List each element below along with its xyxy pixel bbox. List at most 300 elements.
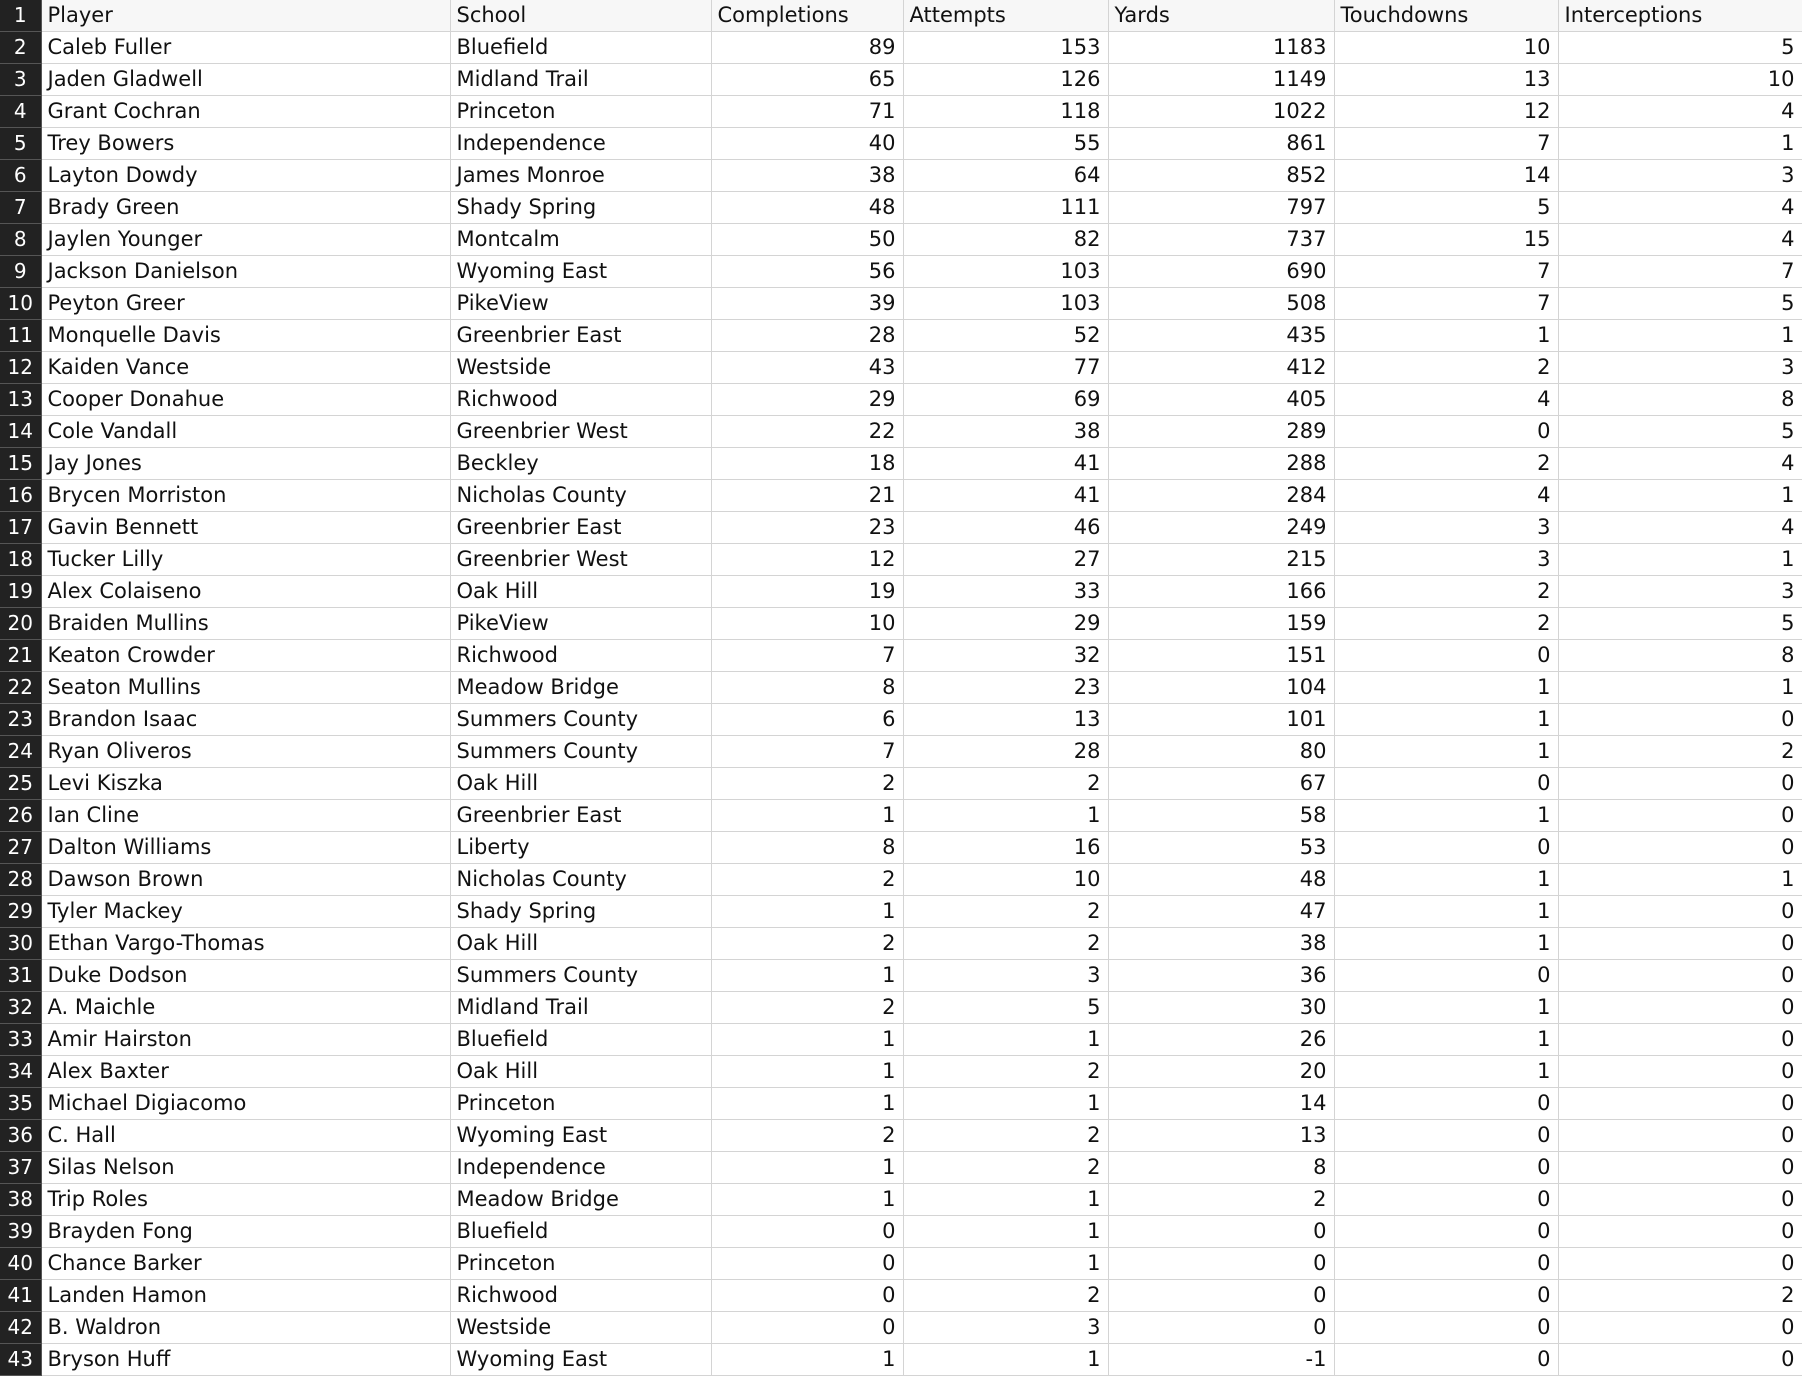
cell-attempts[interactable]: 52 — [903, 320, 1108, 352]
cell-touchdowns[interactable]: 0 — [1334, 1216, 1558, 1248]
cell-attempts[interactable]: 1 — [903, 1344, 1108, 1376]
cell-completions[interactable]: 1 — [711, 896, 903, 928]
cell-attempts[interactable]: 111 — [903, 192, 1108, 224]
cell-school[interactable]: Richwood — [450, 1280, 711, 1312]
cell-attempts[interactable]: 10 — [903, 864, 1108, 896]
cell-interceptions[interactable]: 0 — [1558, 1024, 1802, 1056]
cell-completions[interactable]: 7 — [711, 736, 903, 768]
cell-player[interactable]: Grant Cochran — [41, 96, 450, 128]
cell-completions[interactable]: 0 — [711, 1216, 903, 1248]
cell-interceptions[interactable]: 4 — [1558, 512, 1802, 544]
cell-interceptions[interactable]: 0 — [1558, 960, 1802, 992]
cell-interceptions[interactable]: 1 — [1558, 128, 1802, 160]
cell-player[interactable]: Chance Barker — [41, 1248, 450, 1280]
cell-school[interactable]: Meadow Bridge — [450, 1184, 711, 1216]
row-number[interactable]: 17 — [0, 512, 41, 544]
cell-yards[interactable]: 30 — [1108, 992, 1334, 1024]
cell-attempts[interactable]: 28 — [903, 736, 1108, 768]
cell-completions[interactable]: 29 — [711, 384, 903, 416]
header-cell-school[interactable]: School — [450, 0, 711, 32]
cell-completions[interactable]: 18 — [711, 448, 903, 480]
cell-touchdowns[interactable]: 3 — [1334, 544, 1558, 576]
cell-interceptions[interactable]: 5 — [1558, 32, 1802, 64]
cell-yards[interactable]: 289 — [1108, 416, 1334, 448]
cell-touchdowns[interactable]: 5 — [1334, 192, 1558, 224]
cell-touchdowns[interactable]: 0 — [1334, 1344, 1558, 1376]
cell-interceptions[interactable]: 0 — [1558, 896, 1802, 928]
cell-completions[interactable]: 19 — [711, 576, 903, 608]
cell-touchdowns[interactable]: 4 — [1334, 480, 1558, 512]
cell-attempts[interactable]: 1 — [903, 1216, 1108, 1248]
row-number[interactable]: 2 — [0, 32, 41, 64]
cell-yards[interactable]: -1 — [1108, 1344, 1334, 1376]
cell-school[interactable]: Richwood — [450, 384, 711, 416]
cell-touchdowns[interactable]: 1 — [1334, 1056, 1558, 1088]
cell-touchdowns[interactable]: 0 — [1334, 768, 1558, 800]
row-number[interactable]: 36 — [0, 1120, 41, 1152]
cell-interceptions[interactable]: 10 — [1558, 64, 1802, 96]
cell-school[interactable]: Shady Spring — [450, 896, 711, 928]
cell-attempts[interactable]: 103 — [903, 256, 1108, 288]
cell-yards[interactable]: 47 — [1108, 896, 1334, 928]
cell-completions[interactable]: 0 — [711, 1280, 903, 1312]
cell-touchdowns[interactable]: 1 — [1334, 800, 1558, 832]
cell-yards[interactable]: 26 — [1108, 1024, 1334, 1056]
cell-attempts[interactable]: 118 — [903, 96, 1108, 128]
cell-interceptions[interactable]: 0 — [1558, 1312, 1802, 1344]
cell-yards[interactable]: 1183 — [1108, 32, 1334, 64]
cell-attempts[interactable]: 1 — [903, 1184, 1108, 1216]
cell-interceptions[interactable]: 0 — [1558, 1248, 1802, 1280]
cell-completions[interactable]: 48 — [711, 192, 903, 224]
cell-school[interactable]: PikeView — [450, 608, 711, 640]
cell-player[interactable]: Trey Bowers — [41, 128, 450, 160]
cell-touchdowns[interactable]: 0 — [1334, 1152, 1558, 1184]
row-number[interactable]: 28 — [0, 864, 41, 896]
cell-interceptions[interactable]: 1 — [1558, 544, 1802, 576]
cell-completions[interactable]: 2 — [711, 992, 903, 1024]
cell-interceptions[interactable]: 1 — [1558, 672, 1802, 704]
cell-completions[interactable]: 39 — [711, 288, 903, 320]
row-number[interactable]: 32 — [0, 992, 41, 1024]
cell-school[interactable]: Meadow Bridge — [450, 672, 711, 704]
row-number[interactable]: 21 — [0, 640, 41, 672]
cell-interceptions[interactable]: 2 — [1558, 1280, 1802, 1312]
cell-completions[interactable]: 0 — [711, 1312, 903, 1344]
cell-attempts[interactable]: 82 — [903, 224, 1108, 256]
cell-attempts[interactable]: 2 — [903, 896, 1108, 928]
row-number[interactable]: 11 — [0, 320, 41, 352]
cell-completions[interactable]: 40 — [711, 128, 903, 160]
cell-player[interactable]: Michael Digiacomo — [41, 1088, 450, 1120]
cell-interceptions[interactable]: 0 — [1558, 832, 1802, 864]
cell-yards[interactable]: 284 — [1108, 480, 1334, 512]
cell-school[interactable]: Princeton — [450, 96, 711, 128]
row-number[interactable]: 41 — [0, 1280, 41, 1312]
cell-attempts[interactable]: 2 — [903, 768, 1108, 800]
cell-interceptions[interactable]: 0 — [1558, 1344, 1802, 1376]
row-number[interactable]: 31 — [0, 960, 41, 992]
cell-interceptions[interactable]: 0 — [1558, 1152, 1802, 1184]
cell-player[interactable]: Keaton Crowder — [41, 640, 450, 672]
cell-yards[interactable]: 8 — [1108, 1152, 1334, 1184]
cell-yards[interactable]: 0 — [1108, 1280, 1334, 1312]
cell-touchdowns[interactable]: 0 — [1334, 640, 1558, 672]
row-number[interactable]: 26 — [0, 800, 41, 832]
cell-touchdowns[interactable]: 0 — [1334, 1120, 1558, 1152]
cell-yards[interactable]: 48 — [1108, 864, 1334, 896]
cell-interceptions[interactable]: 5 — [1558, 608, 1802, 640]
cell-player[interactable]: Ryan Oliveros — [41, 736, 450, 768]
cell-touchdowns[interactable]: 12 — [1334, 96, 1558, 128]
cell-school[interactable]: Greenbrier East — [450, 512, 711, 544]
row-number[interactable]: 42 — [0, 1312, 41, 1344]
cell-touchdowns[interactable]: 7 — [1334, 256, 1558, 288]
cell-completions[interactable]: 0 — [711, 1248, 903, 1280]
cell-touchdowns[interactable]: 0 — [1334, 1248, 1558, 1280]
cell-school[interactable]: Princeton — [450, 1248, 711, 1280]
cell-touchdowns[interactable]: 1 — [1334, 864, 1558, 896]
row-number[interactable]: 24 — [0, 736, 41, 768]
cell-touchdowns[interactable]: 1 — [1334, 704, 1558, 736]
cell-player[interactable]: Caleb Fuller — [41, 32, 450, 64]
row-number[interactable]: 43 — [0, 1344, 41, 1376]
cell-completions[interactable]: 71 — [711, 96, 903, 128]
cell-yards[interactable]: 288 — [1108, 448, 1334, 480]
cell-yards[interactable]: 861 — [1108, 128, 1334, 160]
cell-yards[interactable]: 852 — [1108, 160, 1334, 192]
cell-touchdowns[interactable]: 3 — [1334, 512, 1558, 544]
cell-interceptions[interactable]: 0 — [1558, 992, 1802, 1024]
row-number[interactable]: 40 — [0, 1248, 41, 1280]
cell-attempts[interactable]: 16 — [903, 832, 1108, 864]
cell-player[interactable]: Seaton Mullins — [41, 672, 450, 704]
cell-player[interactable]: Gavin Bennett — [41, 512, 450, 544]
cell-yards[interactable]: 36 — [1108, 960, 1334, 992]
cell-yards[interactable]: 159 — [1108, 608, 1334, 640]
cell-school[interactable]: Westside — [450, 1312, 711, 1344]
cell-player[interactable]: Brandon Isaac — [41, 704, 450, 736]
cell-touchdowns[interactable]: 1 — [1334, 320, 1558, 352]
cell-attempts[interactable]: 1 — [903, 1088, 1108, 1120]
cell-completions[interactable]: 2 — [711, 768, 903, 800]
cell-yards[interactable]: 20 — [1108, 1056, 1334, 1088]
cell-school[interactable]: James Monroe — [450, 160, 711, 192]
cell-completions[interactable]: 1 — [711, 1088, 903, 1120]
cell-interceptions[interactable]: 3 — [1558, 160, 1802, 192]
cell-attempts[interactable]: 41 — [903, 448, 1108, 480]
cell-touchdowns[interactable]: 2 — [1334, 576, 1558, 608]
cell-school[interactable]: Bluefield — [450, 1216, 711, 1248]
cell-player[interactable]: Amir Hairston — [41, 1024, 450, 1056]
cell-interceptions[interactable]: 4 — [1558, 192, 1802, 224]
row-number[interactable]: 5 — [0, 128, 41, 160]
cell-school[interactable]: Wyoming East — [450, 1120, 711, 1152]
row-number[interactable]: 10 — [0, 288, 41, 320]
cell-interceptions[interactable]: 0 — [1558, 1184, 1802, 1216]
cell-attempts[interactable]: 3 — [903, 960, 1108, 992]
cell-player[interactable]: Jay Jones — [41, 448, 450, 480]
cell-school[interactable]: Bluefield — [450, 32, 711, 64]
cell-school[interactable]: Shady Spring — [450, 192, 711, 224]
cell-completions[interactable]: 1 — [711, 1184, 903, 1216]
cell-attempts[interactable]: 2 — [903, 1120, 1108, 1152]
cell-interceptions[interactable]: 1 — [1558, 320, 1802, 352]
cell-player[interactable]: Brycen Morriston — [41, 480, 450, 512]
cell-school[interactable]: Liberty — [450, 832, 711, 864]
cell-interceptions[interactable]: 0 — [1558, 800, 1802, 832]
cell-school[interactable]: Richwood — [450, 640, 711, 672]
cell-completions[interactable]: 8 — [711, 672, 903, 704]
cell-school[interactable]: Greenbrier East — [450, 320, 711, 352]
cell-completions[interactable]: 7 — [711, 640, 903, 672]
cell-attempts[interactable]: 13 — [903, 704, 1108, 736]
cell-player[interactable]: Braiden Mullins — [41, 608, 450, 640]
cell-school[interactable]: Greenbrier East — [450, 800, 711, 832]
cell-touchdowns[interactable]: 0 — [1334, 1184, 1558, 1216]
cell-attempts[interactable]: 77 — [903, 352, 1108, 384]
cell-touchdowns[interactable]: 0 — [1334, 960, 1558, 992]
cell-player[interactable]: Jackson Danielson — [41, 256, 450, 288]
cell-touchdowns[interactable]: 2 — [1334, 352, 1558, 384]
cell-yards[interactable]: 0 — [1108, 1216, 1334, 1248]
cell-touchdowns[interactable]: 7 — [1334, 128, 1558, 160]
cell-school[interactable]: Nicholas County — [450, 480, 711, 512]
row-number[interactable]: 29 — [0, 896, 41, 928]
cell-attempts[interactable]: 5 — [903, 992, 1108, 1024]
cell-attempts[interactable]: 32 — [903, 640, 1108, 672]
cell-interceptions[interactable]: 0 — [1558, 1120, 1802, 1152]
cell-player[interactable]: Ian Cline — [41, 800, 450, 832]
row-number[interactable]: 34 — [0, 1056, 41, 1088]
cell-completions[interactable]: 10 — [711, 608, 903, 640]
cell-yards[interactable]: 405 — [1108, 384, 1334, 416]
cell-completions[interactable]: 1 — [711, 1024, 903, 1056]
cell-school[interactable]: PikeView — [450, 288, 711, 320]
cell-player[interactable]: Silas Nelson — [41, 1152, 450, 1184]
cell-attempts[interactable]: 23 — [903, 672, 1108, 704]
cell-attempts[interactable]: 69 — [903, 384, 1108, 416]
cell-completions[interactable]: 1 — [711, 960, 903, 992]
row-number[interactable]: 25 — [0, 768, 41, 800]
cell-attempts[interactable]: 41 — [903, 480, 1108, 512]
cell-school[interactable]: Westside — [450, 352, 711, 384]
cell-school[interactable]: Beckley — [450, 448, 711, 480]
cell-touchdowns[interactable]: 2 — [1334, 448, 1558, 480]
cell-completions[interactable]: 38 — [711, 160, 903, 192]
cell-attempts[interactable]: 126 — [903, 64, 1108, 96]
header-cell-completions[interactable]: Completions — [711, 0, 903, 32]
cell-touchdowns[interactable]: 0 — [1334, 1312, 1558, 1344]
cell-completions[interactable]: 2 — [711, 928, 903, 960]
cell-yards[interactable]: 2 — [1108, 1184, 1334, 1216]
cell-touchdowns[interactable]: 0 — [1334, 1088, 1558, 1120]
cell-school[interactable]: Nicholas County — [450, 864, 711, 896]
cell-interceptions[interactable]: 3 — [1558, 576, 1802, 608]
cell-player[interactable]: Dalton Williams — [41, 832, 450, 864]
cell-yards[interactable]: 249 — [1108, 512, 1334, 544]
cell-school[interactable]: Oak Hill — [450, 1056, 711, 1088]
row-number[interactable]: 8 — [0, 224, 41, 256]
cell-attempts[interactable]: 55 — [903, 128, 1108, 160]
cell-attempts[interactable]: 1 — [903, 1024, 1108, 1056]
cell-player[interactable]: Brady Green — [41, 192, 450, 224]
row-number[interactable]: 1 — [0, 0, 41, 32]
cell-player[interactable]: Trip Roles — [41, 1184, 450, 1216]
cell-player[interactable]: Bryson Huff — [41, 1344, 450, 1376]
cell-player[interactable]: A. Maichle — [41, 992, 450, 1024]
cell-yards[interactable]: 38 — [1108, 928, 1334, 960]
cell-attempts[interactable]: 2 — [903, 1056, 1108, 1088]
row-number[interactable]: 14 — [0, 416, 41, 448]
cell-school[interactable]: Greenbrier West — [450, 544, 711, 576]
cell-yards[interactable]: 151 — [1108, 640, 1334, 672]
cell-interceptions[interactable]: 2 — [1558, 736, 1802, 768]
cell-school[interactable]: Wyoming East — [450, 1344, 711, 1376]
cell-interceptions[interactable]: 0 — [1558, 1216, 1802, 1248]
header-cell-touchdowns[interactable]: Touchdowns — [1334, 0, 1558, 32]
cell-completions[interactable]: 22 — [711, 416, 903, 448]
cell-school[interactable]: Oak Hill — [450, 928, 711, 960]
cell-yards[interactable]: 80 — [1108, 736, 1334, 768]
cell-player[interactable]: Duke Dodson — [41, 960, 450, 992]
cell-completions[interactable]: 1 — [711, 800, 903, 832]
cell-yards[interactable]: 166 — [1108, 576, 1334, 608]
cell-interceptions[interactable]: 5 — [1558, 416, 1802, 448]
cell-yards[interactable]: 104 — [1108, 672, 1334, 704]
cell-interceptions[interactable]: 8 — [1558, 384, 1802, 416]
row-number[interactable]: 4 — [0, 96, 41, 128]
cell-interceptions[interactable]: 4 — [1558, 448, 1802, 480]
cell-interceptions[interactable]: 1 — [1558, 864, 1802, 896]
cell-player[interactable]: Kaiden Vance — [41, 352, 450, 384]
cell-school[interactable]: Wyoming East — [450, 256, 711, 288]
row-number[interactable]: 38 — [0, 1184, 41, 1216]
cell-player[interactable]: Jaden Gladwell — [41, 64, 450, 96]
cell-yards[interactable]: 1022 — [1108, 96, 1334, 128]
cell-school[interactable]: Summers County — [450, 736, 711, 768]
cell-completions[interactable]: 21 — [711, 480, 903, 512]
cell-school[interactable]: Princeton — [450, 1088, 711, 1120]
cell-yards[interactable]: 0 — [1108, 1248, 1334, 1280]
cell-attempts[interactable]: 38 — [903, 416, 1108, 448]
cell-yards[interactable]: 53 — [1108, 832, 1334, 864]
cell-player[interactable]: Landen Hamon — [41, 1280, 450, 1312]
row-number[interactable]: 39 — [0, 1216, 41, 1248]
cell-touchdowns[interactable]: 10 — [1334, 32, 1558, 64]
cell-attempts[interactable]: 3 — [903, 1312, 1108, 1344]
cell-yards[interactable]: 412 — [1108, 352, 1334, 384]
cell-touchdowns[interactable]: 1 — [1334, 992, 1558, 1024]
cell-interceptions[interactable]: 0 — [1558, 928, 1802, 960]
row-number[interactable]: 22 — [0, 672, 41, 704]
cell-school[interactable]: Independence — [450, 1152, 711, 1184]
row-number[interactable]: 6 — [0, 160, 41, 192]
cell-completions[interactable]: 56 — [711, 256, 903, 288]
cell-completions[interactable]: 50 — [711, 224, 903, 256]
cell-attempts[interactable]: 33 — [903, 576, 1108, 608]
row-number[interactable]: 30 — [0, 928, 41, 960]
cell-player[interactable]: Cole Vandall — [41, 416, 450, 448]
row-number[interactable]: 7 — [0, 192, 41, 224]
cell-touchdowns[interactable]: 1 — [1334, 672, 1558, 704]
cell-player[interactable]: Alex Colaiseno — [41, 576, 450, 608]
cell-completions[interactable]: 23 — [711, 512, 903, 544]
cell-player[interactable]: B. Waldron — [41, 1312, 450, 1344]
cell-player[interactable]: Jaylen Younger — [41, 224, 450, 256]
cell-yards[interactable]: 101 — [1108, 704, 1334, 736]
cell-attempts[interactable]: 64 — [903, 160, 1108, 192]
row-number[interactable]: 20 — [0, 608, 41, 640]
cell-attempts[interactable]: 27 — [903, 544, 1108, 576]
cell-attempts[interactable]: 103 — [903, 288, 1108, 320]
cell-touchdowns[interactable]: 1 — [1334, 1024, 1558, 1056]
cell-interceptions[interactable]: 4 — [1558, 96, 1802, 128]
header-cell-player[interactable]: Player — [41, 0, 450, 32]
cell-attempts[interactable]: 1 — [903, 800, 1108, 832]
cell-interceptions[interactable]: 7 — [1558, 256, 1802, 288]
cell-interceptions[interactable]: 0 — [1558, 768, 1802, 800]
cell-school[interactable]: Summers County — [450, 704, 711, 736]
cell-school[interactable]: Greenbrier West — [450, 416, 711, 448]
cell-school[interactable]: Midland Trail — [450, 64, 711, 96]
cell-attempts[interactable]: 153 — [903, 32, 1108, 64]
cell-touchdowns[interactable]: 1 — [1334, 896, 1558, 928]
cell-completions[interactable]: 43 — [711, 352, 903, 384]
cell-completions[interactable]: 28 — [711, 320, 903, 352]
cell-player[interactable]: Peyton Greer — [41, 288, 450, 320]
cell-touchdowns[interactable]: 0 — [1334, 416, 1558, 448]
cell-interceptions[interactable]: 0 — [1558, 1088, 1802, 1120]
row-number[interactable]: 15 — [0, 448, 41, 480]
cell-school[interactable]: Oak Hill — [450, 768, 711, 800]
cell-yards[interactable]: 435 — [1108, 320, 1334, 352]
cell-completions[interactable]: 8 — [711, 832, 903, 864]
cell-completions[interactable]: 1 — [711, 1056, 903, 1088]
row-number[interactable]: 33 — [0, 1024, 41, 1056]
row-number[interactable]: 12 — [0, 352, 41, 384]
cell-yards[interactable]: 0 — [1108, 1312, 1334, 1344]
header-cell-interceptions[interactable]: Interceptions — [1558, 0, 1802, 32]
row-number[interactable]: 18 — [0, 544, 41, 576]
cell-yards[interactable]: 1149 — [1108, 64, 1334, 96]
cell-yards[interactable]: 215 — [1108, 544, 1334, 576]
cell-yards[interactable]: 737 — [1108, 224, 1334, 256]
row-number[interactable]: 19 — [0, 576, 41, 608]
cell-player[interactable]: Tyler Mackey — [41, 896, 450, 928]
cell-touchdowns[interactable]: 15 — [1334, 224, 1558, 256]
cell-touchdowns[interactable]: 1 — [1334, 736, 1558, 768]
cell-attempts[interactable]: 1 — [903, 1248, 1108, 1280]
cell-touchdowns[interactable]: 14 — [1334, 160, 1558, 192]
cell-interceptions[interactable]: 1 — [1558, 480, 1802, 512]
cell-completions[interactable]: 65 — [711, 64, 903, 96]
cell-school[interactable]: Summers County — [450, 960, 711, 992]
header-cell-yards[interactable]: Yards — [1108, 0, 1334, 32]
cell-player[interactable]: Ethan Vargo-Thomas — [41, 928, 450, 960]
cell-interceptions[interactable]: 5 — [1558, 288, 1802, 320]
cell-attempts[interactable]: 2 — [903, 928, 1108, 960]
cell-interceptions[interactable]: 0 — [1558, 704, 1802, 736]
cell-touchdowns[interactable]: 4 — [1334, 384, 1558, 416]
cell-touchdowns[interactable]: 0 — [1334, 1280, 1558, 1312]
cell-yards[interactable]: 14 — [1108, 1088, 1334, 1120]
cell-touchdowns[interactable]: 1 — [1334, 928, 1558, 960]
cell-player[interactable]: Brayden Fong — [41, 1216, 450, 1248]
cell-player[interactable]: Dawson Brown — [41, 864, 450, 896]
cell-touchdowns[interactable]: 7 — [1334, 288, 1558, 320]
cell-player[interactable]: Tucker Lilly — [41, 544, 450, 576]
